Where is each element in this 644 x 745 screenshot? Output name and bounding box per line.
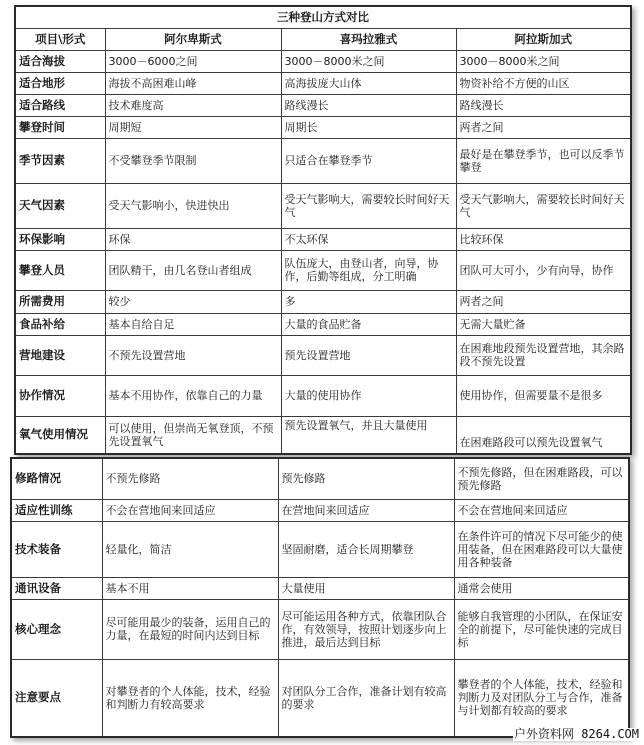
row-label: 环保影响 bbox=[15, 228, 105, 250]
table-cell: 队伍庞大，由登山者，向导，协作，后勤等组成，分工明确 bbox=[281, 250, 456, 290]
table-row bbox=[15, 250, 631, 290]
table-cell: 团队可大可小，少有向导，协作 bbox=[456, 250, 631, 290]
row-label: 适合地形 bbox=[15, 72, 105, 94]
table-cell: 受天气影响小，快进快出 bbox=[105, 183, 281, 228]
table-cell: 两者之间 bbox=[456, 290, 631, 313]
table-row bbox=[15, 72, 631, 94]
row-label: 攀登时间 bbox=[15, 116, 105, 138]
row-label: 所需费用 bbox=[15, 290, 105, 313]
table-cell: 环保 bbox=[105, 228, 281, 250]
table-cell: 团队精干，由几名登山者组成 bbox=[105, 250, 281, 290]
table-cell: 不太环保 bbox=[281, 228, 456, 250]
table-cell: 比较环保 bbox=[456, 228, 631, 250]
table-row bbox=[11, 458, 629, 499]
table-cell: 预先修路 bbox=[278, 458, 454, 499]
table-cell: 较少 bbox=[105, 290, 281, 313]
table-row bbox=[15, 335, 631, 375]
table-cell: 路线漫长 bbox=[456, 94, 631, 116]
table-row bbox=[15, 116, 631, 138]
table-cell: 多 bbox=[281, 290, 456, 313]
table-cell: 在条件许可的情况下尽可能少的使用装备，但在困难路段可以大量使用各种装备 bbox=[454, 521, 629, 577]
corner-header: 项目\形式 bbox=[15, 28, 105, 50]
row-label: 季节因素 bbox=[15, 138, 105, 183]
table-cell: 不会在营地间来回适应 bbox=[454, 499, 629, 521]
table-cell: 技术难度高 bbox=[105, 94, 281, 116]
table-cell: 不预先修路，但在困难路段，可以预先修路 bbox=[454, 458, 629, 499]
row-label: 核心理念 bbox=[11, 599, 102, 659]
table-cell: 物资补给不方便的山区 bbox=[456, 72, 631, 94]
comparison-table-top bbox=[14, 5, 632, 455]
row-label: 适合路线 bbox=[15, 94, 105, 116]
table-row bbox=[11, 577, 629, 599]
table-cell: 对团队分工合作，准备计划有较高的要求 bbox=[278, 659, 454, 737]
table-row bbox=[11, 659, 629, 737]
site-watermark: 户外资料网 8264.COM bbox=[513, 727, 639, 741]
table-cell: 尽可能用最少的装备，运用自己的力量，在最短的时间内达到目标 bbox=[102, 599, 278, 659]
table-row bbox=[15, 313, 631, 335]
column-header-alaskan: 阿拉斯加式 bbox=[456, 28, 631, 50]
table-cell: 不预先设置营地 bbox=[105, 335, 281, 375]
row-label: 协作情况 bbox=[15, 375, 105, 416]
table-row bbox=[11, 599, 629, 659]
table-row bbox=[15, 228, 631, 250]
table-row bbox=[15, 416, 631, 454]
table-cell: 不受攀登季节限制 bbox=[105, 138, 281, 183]
table-cell: 在困难地段预先设置营地，其余路段不预先设置 bbox=[456, 335, 631, 375]
table-row bbox=[15, 183, 631, 228]
table-cell: 攀登者的个人体能，技术，经验和判断力及对团队分工与合作，准备与计划都有较高的要求 bbox=[454, 659, 629, 737]
table-cell: 3000－6000之间 bbox=[105, 50, 281, 72]
table-cell: 最好是在攀登季节，也可以反季节攀登 bbox=[456, 138, 631, 183]
table-row bbox=[15, 50, 631, 72]
table-row bbox=[11, 499, 629, 521]
table-cell: 在困难路段可以预先设置氧气 bbox=[456, 416, 631, 454]
row-label: 修路情况 bbox=[11, 458, 102, 499]
row-label: 氧气使用情况 bbox=[15, 416, 105, 454]
row-label: 技术装备 bbox=[11, 521, 102, 577]
table-cell: 预先设置氧气，并且大量使用 bbox=[281, 416, 456, 454]
table-cell: 预先设置营地 bbox=[281, 335, 456, 375]
table-cell: 高海拔庞大山体 bbox=[281, 72, 456, 94]
table-cell: 路线漫长 bbox=[281, 94, 456, 116]
table-cell: 大量的使用协作 bbox=[281, 375, 456, 416]
table-row bbox=[15, 375, 631, 416]
table-cell: 可以使用，但崇尚无氧登顶，不预先设置氧气 bbox=[105, 416, 281, 454]
column-header-alpine: 阿尔卑斯式 bbox=[105, 28, 281, 50]
row-label: 适合海拔 bbox=[15, 50, 105, 72]
table-cell: 两者之间 bbox=[456, 116, 631, 138]
table-cell: 海拔不高困难山峰 bbox=[105, 72, 281, 94]
row-label: 适应性训练 bbox=[11, 499, 102, 521]
table-cell: 使用协作，但需要量不是很多 bbox=[456, 375, 631, 416]
table-title: 三种登山方式对比 bbox=[15, 6, 631, 28]
row-label: 攀登人员 bbox=[15, 250, 105, 290]
row-label: 天气因素 bbox=[15, 183, 105, 228]
table-row bbox=[15, 138, 631, 183]
row-label: 营地建设 bbox=[15, 335, 105, 375]
row-label: 注意要点 bbox=[11, 659, 102, 737]
table-cell: 3000－8000米之间 bbox=[456, 50, 631, 72]
table-cell: 不预先修路 bbox=[102, 458, 278, 499]
table-cell: 只适合在攀登季节 bbox=[281, 138, 456, 183]
row-label: 食品补给 bbox=[15, 313, 105, 335]
table-row bbox=[15, 94, 631, 116]
table-cell: 无需大量贮备 bbox=[456, 313, 631, 335]
table-cell: 通常会使用 bbox=[454, 577, 629, 599]
table-cell: 在营地间来回适应 bbox=[278, 499, 454, 521]
table-cell: 坚固耐磨，适合长周期攀登 bbox=[278, 521, 454, 577]
table-cell: 对攀登者的个人体能，技术，经验和判断力有较高要求 bbox=[102, 659, 278, 737]
table-cell: 受天气影响大，需要较长时间好天气 bbox=[456, 183, 631, 228]
table-cell: 基本不用协作，依靠自己的力量 bbox=[105, 375, 281, 416]
table-cell: 受天气影响大，需要较长时间好天气 bbox=[281, 183, 456, 228]
table-cell: 基本自给自足 bbox=[105, 313, 281, 335]
table-cell: 尽可能运用各种方式，依靠团队合作，有效领导，按照计划逐步向上推进，最后达到目标 bbox=[278, 599, 454, 659]
table-cell: 周期短 bbox=[105, 116, 281, 138]
table-cell: 3000－8000米之间 bbox=[281, 50, 456, 72]
table-cell: 大量的食品贮备 bbox=[281, 313, 456, 335]
table-cell: 轻量化，简洁 bbox=[102, 521, 278, 577]
table-cell: 能够自我管理的小团队，在保证安全的前提下，尽可能快速的完成目标 bbox=[454, 599, 629, 659]
table-cell: 基本不用 bbox=[102, 577, 278, 599]
comparison-table-bottom bbox=[10, 457, 630, 738]
column-header-himalayan: 喜玛拉雅式 bbox=[281, 28, 456, 50]
table-cell: 大量使用 bbox=[278, 577, 454, 599]
table-cell: 周期长 bbox=[281, 116, 456, 138]
row-label: 通讯设备 bbox=[11, 577, 102, 599]
table-row bbox=[11, 521, 629, 577]
table-row bbox=[15, 290, 631, 313]
table-cell: 不会在营地间来回适应 bbox=[102, 499, 278, 521]
